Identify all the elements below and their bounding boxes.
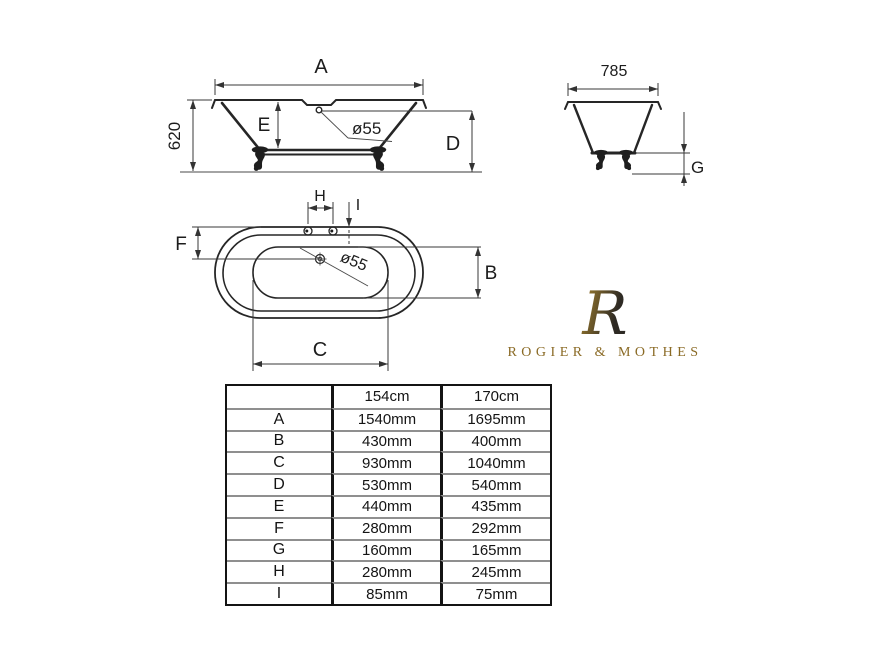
row-a-170: 1695mm	[440, 408, 550, 430]
row-f-label: F	[227, 517, 331, 539]
row-e-170: 435mm	[440, 495, 550, 517]
dim-label-c: C	[312, 339, 328, 361]
row-c-154: 930mm	[331, 451, 440, 473]
top-view-drawing	[165, 188, 505, 378]
dim-g	[632, 112, 704, 186]
row-b-label: B	[227, 430, 331, 452]
dim-620	[165, 100, 212, 171]
dimension-table	[225, 384, 552, 606]
brand-name: ROGIER & MOTHES	[507, 345, 703, 360]
dim-e	[258, 102, 278, 148]
row-i-label: I	[227, 582, 331, 604]
col-header-154: 154cm	[331, 386, 440, 408]
row-i-170: 75mm	[440, 582, 550, 604]
row-a-label: A	[227, 408, 331, 430]
dim-label-785: 785	[600, 63, 628, 80]
row-d-170: 540mm	[440, 473, 550, 495]
corner-cell	[227, 386, 331, 408]
dim-b	[358, 247, 497, 298]
dim-label-d: D	[445, 133, 461, 155]
row-f-170: 292mm	[440, 517, 550, 539]
row-e-154: 440mm	[331, 495, 440, 517]
drain-callout-top	[300, 248, 370, 286]
row-d-label: D	[227, 473, 331, 495]
brand-monogram: R	[497, 284, 713, 344]
drain-hole-icon	[316, 107, 322, 113]
drain-label-side: ø55	[352, 119, 382, 138]
dim-label-620: 620	[165, 121, 184, 151]
row-h-label: H	[227, 560, 331, 582]
dim-label-h: H	[314, 188, 326, 205]
drain-callout-side	[321, 112, 392, 142]
row-f-154: 280mm	[331, 517, 440, 539]
dim-label-f: F	[175, 234, 187, 255]
row-b-154: 430mm	[331, 430, 440, 452]
end-view-drawing	[540, 38, 720, 190]
row-i-154: 85mm	[331, 582, 440, 604]
dim-label-e: E	[257, 115, 271, 136]
row-g-170: 165mm	[440, 539, 550, 561]
row-g-154: 160mm	[331, 539, 440, 561]
dim-label-b: B	[484, 263, 498, 284]
row-h-170: 245mm	[440, 560, 550, 582]
row-c-170: 1040mm	[440, 451, 550, 473]
dim-label-a: A	[314, 56, 328, 78]
dim-c	[253, 280, 388, 371]
row-g-label: G	[227, 539, 331, 561]
row-e-label: E	[227, 495, 331, 517]
tub-end-outline	[565, 102, 661, 170]
dim-785	[568, 63, 658, 96]
dim-f	[175, 227, 315, 259]
brand-logo	[497, 279, 713, 361]
drain-label-top: ø55	[337, 248, 370, 275]
row-c-label: C	[227, 451, 331, 473]
tub-plan-outline	[215, 227, 423, 318]
row-d-154: 530mm	[331, 473, 440, 495]
row-a-154: 1540mm	[331, 408, 440, 430]
side-view-drawing	[160, 38, 490, 180]
row-b-170: 400mm	[440, 430, 550, 452]
dim-a	[215, 56, 423, 95]
tap-hole-icon	[329, 227, 337, 235]
dim-label-i: I	[355, 197, 361, 214]
dim-i	[349, 197, 360, 245]
dim-h	[308, 188, 333, 224]
dim-label-g: G	[691, 158, 705, 177]
tap-hole-icon	[304, 227, 312, 235]
row-h-154: 280mm	[331, 560, 440, 582]
col-header-170: 170cm	[440, 386, 550, 408]
